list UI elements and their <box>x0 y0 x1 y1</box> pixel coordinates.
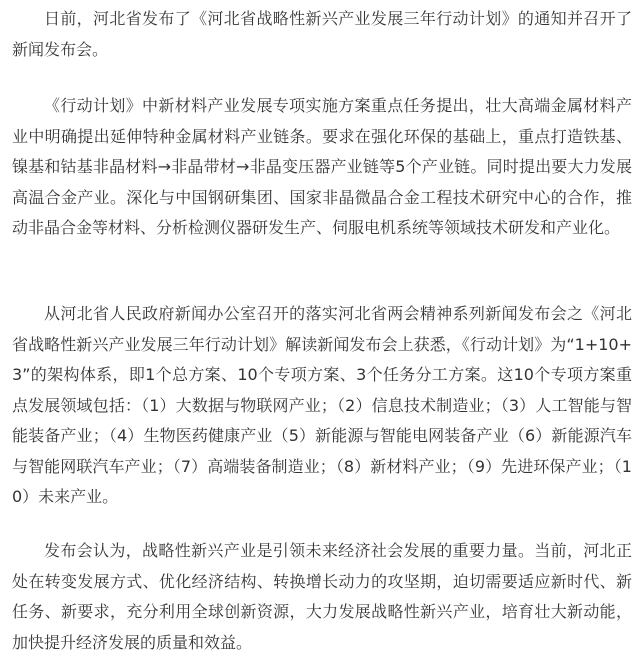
paragraph-action-plan-structure: 从河北省人民政府新闻办公室召开的落实河北省两会精神系列新闻发布会之《河北省战略性新兴产业发展三年行动计划》解读新闻发布会上获悉，《行动计划》为“1+10+3”的架构体系，即1个总方案、10个专项方案、3个任务分工方案。这10个专项方案重点发展领域包括：（1）大数据与物联网产业；（2）信息技术制造业；（3）人工智能与智能装备产业；（4）生物医药健康产业（5）新能源与智能电网装备产业（6）新能源汽车与智能网联汽车产业；（7）高端装备制造业；（8）新材料产业；（9）先进环保产业；（10）未来产业。 <box>12 304 632 506</box>
paragraph-new-materials: 《行动计划》中新材料产业发展专项实施方案重点任务提出，壮大高端金属材料产业中明确提出延伸特种金属材料产业链条。要求在强化环保的基础上，重点打造铁基、镍基和钴基非晶材料→非晶带材→非晶变压器产业链等5个产业链。同时提出要大力发展高温合金产业。深化与中国钢研集团、国家非晶微晶合金工程技术研究中心的合作，推动非晶合金等材料、分析检测仪器研发生产、伺服电机系统等领域技术研发和产业化。 <box>12 96 632 237</box>
paragraph-conclusion: 发布会认为，战略性新兴产业是引领未来经济社会发展的重要力量。当前，河北正处在转变发展方式、优化经济结构、转换增长动力的攻坚期，迫切需要适应新时代、新任务、新要求，充分利用全球创新资源，大力发展战略性新兴产业，培育壮大新动能，加快提升经济发展的质量和效益。 <box>12 541 632 652</box>
paragraph-intro: 日前，河北省发布了《河北省战略性新兴产业发展三年行动计划》的通知并召开了新闻发布会。 <box>12 9 632 59</box>
